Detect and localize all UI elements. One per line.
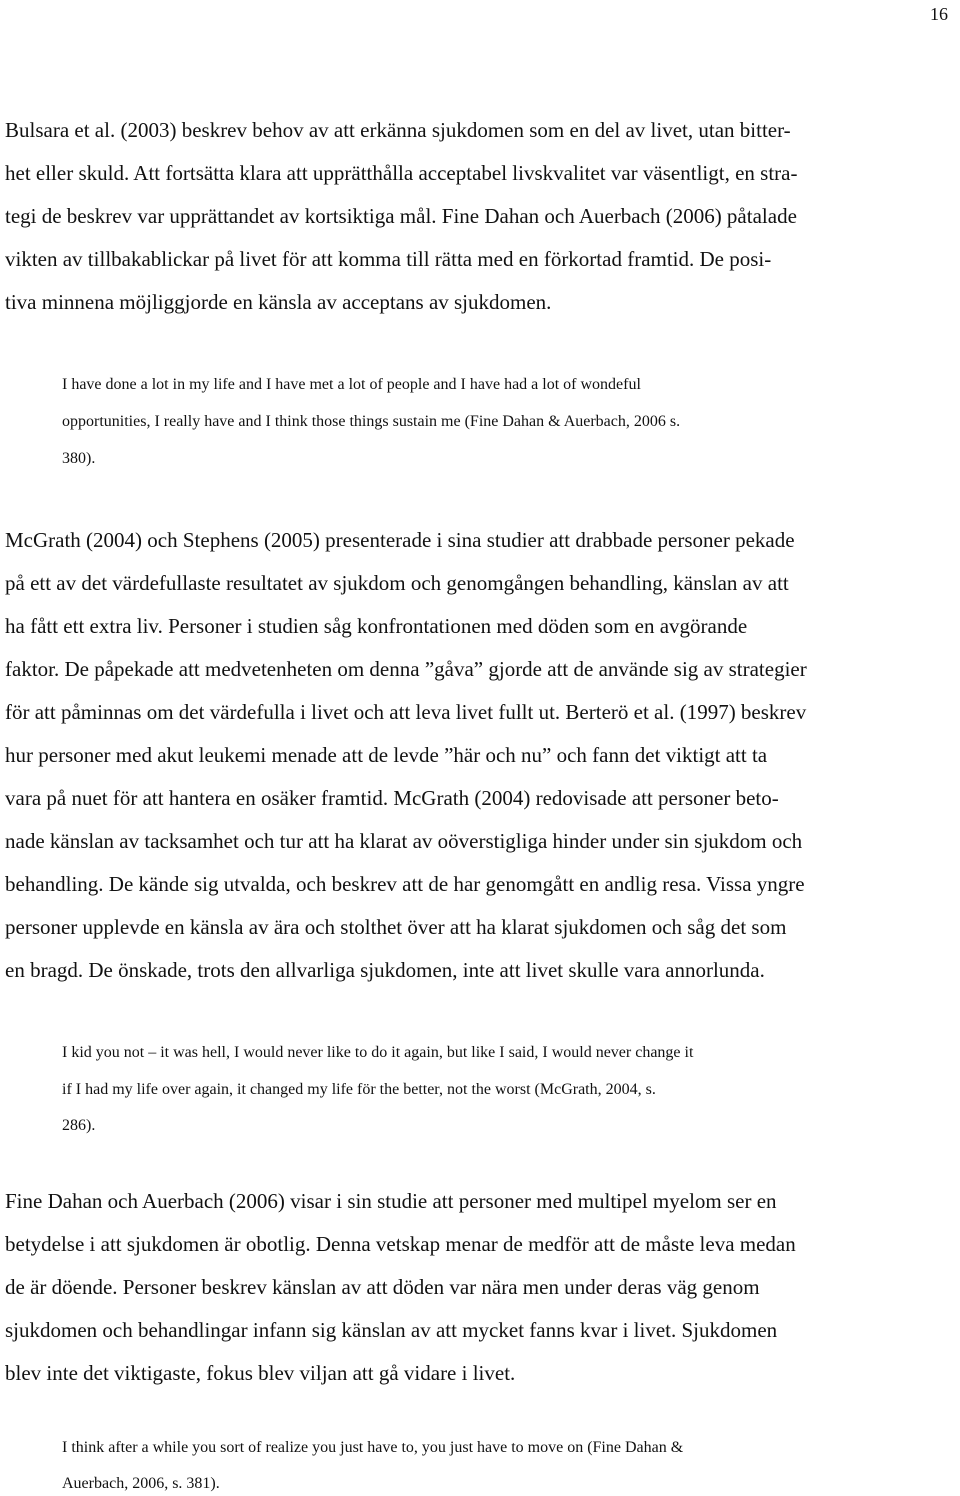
paragraph-line: vara på nuet för att hantera en osäker framtid. McGrath (2004) redovisade att personer beto- xyxy=(5,786,779,810)
paragraph-line: McGrath (2004) och Stephens (2005) presenterade i sina studier att drabbade personer pekade xyxy=(5,528,795,552)
paragraph-line: ha fått ett extra liv. Personer i studien såg konfrontationen med döden som en avgörande xyxy=(5,614,748,638)
paragraph-line: på ett av det värdefullaste resultatet av sjukdom och genomgången behandling, känslan av att xyxy=(5,571,789,595)
quote-line: Auerbach, 2006, s. 381). xyxy=(62,1475,220,1492)
paragraph-line: tegi de beskrev var upprättandet av kortsiktiga mål. Fine Dahan och Auerbach (2006) påtalade xyxy=(5,204,797,228)
paragraph-line: personer upplevde en känsla av ära och stolthet över att ha klarat sjukdomen och såg det som xyxy=(5,915,787,939)
paragraph-line: Fine Dahan och Auerbach (2006) visar i sin studie att personer med multipel myelom ser en xyxy=(5,1189,777,1213)
paragraph-line: faktor. De påpekade att medvetenheten om denna ”gåva” gjorde att de använde sig av strategier xyxy=(5,657,807,681)
quote-line: opportunities, I really have and I think those things sustain me (Fine Dahan & Auerbach, 2006 s. xyxy=(62,413,681,430)
quote-line: I have done a lot in my life and I have met a lot of people and I have had a lot of wondeful xyxy=(62,376,641,393)
page-number: 16 xyxy=(930,4,948,24)
paragraph-line: betydelse i att sjukdomen är obotlig. Denna vetskap menar de medför att de måste leva medan xyxy=(5,1232,796,1256)
paragraph-line: vikten av tillbakablickar på livet för att komma till rätta med en förkortad framtid. De posi- xyxy=(5,247,772,271)
quote-line: I kid you not – it was hell, I would never like to do it again, but like I said, I would never change it xyxy=(62,1044,694,1061)
quote-line: 380). xyxy=(62,450,96,467)
paragraph-line: för att påminnas om det värdefulla i livet och att leva livet fullt ut. Berterö et al. (1997) beskrev xyxy=(5,700,807,724)
quote-line: 286). xyxy=(62,1117,96,1134)
quote-line: if I had my life over again, it changed my life för the better, not the worst (McGrath, 2004, s. xyxy=(62,1081,656,1098)
paragraph-line: tiva minnena möjliggjorde en känsla av acceptans av sjukdomen. xyxy=(5,290,552,314)
paragraph-line: behandling. De kände sig utvalda, och beskrev att de har genomgått en andlig resa. Vissa yngre xyxy=(5,872,805,896)
paragraph-line: het eller skuld. Att fortsätta klara att upprätthålla acceptabel livskvalitet var väsentligt, en stra- xyxy=(5,161,798,185)
paragraph-line: nade känslan av tacksamhet och tur att ha klarat av oöverstigliga hinder under sin sjukdom och xyxy=(5,829,803,853)
paragraph-line: de är döende. Personer beskrev känslan av att döden var nära men under deras väg genom xyxy=(5,1275,760,1299)
paragraph-line: en bragd. De önskade, trots den allvarliga sjukdomen, inte att livet skulle vara annorlunda. xyxy=(5,958,765,982)
paragraph-line: hur personer med akut leukemi menade att de levde ”här och nu” och fann det viktigt att ta xyxy=(5,743,768,767)
paragraph-line: blev inte det viktigaste, fokus blev viljan att gå vidare i livet. xyxy=(5,1361,516,1385)
quote-line: I think after a while you sort of realize you just have to, you just have to move on (Fine Dahan & xyxy=(62,1439,684,1456)
paragraph-line: Bulsara et al. (2003) beskrev behov av att erkänna sjukdomen som en del av livet, utan bitter- xyxy=(5,118,791,142)
paragraph-line: sjukdomen och behandlingar infann sig känslan av att mycket fanns kvar i livet. Sjukdomen xyxy=(5,1318,778,1342)
